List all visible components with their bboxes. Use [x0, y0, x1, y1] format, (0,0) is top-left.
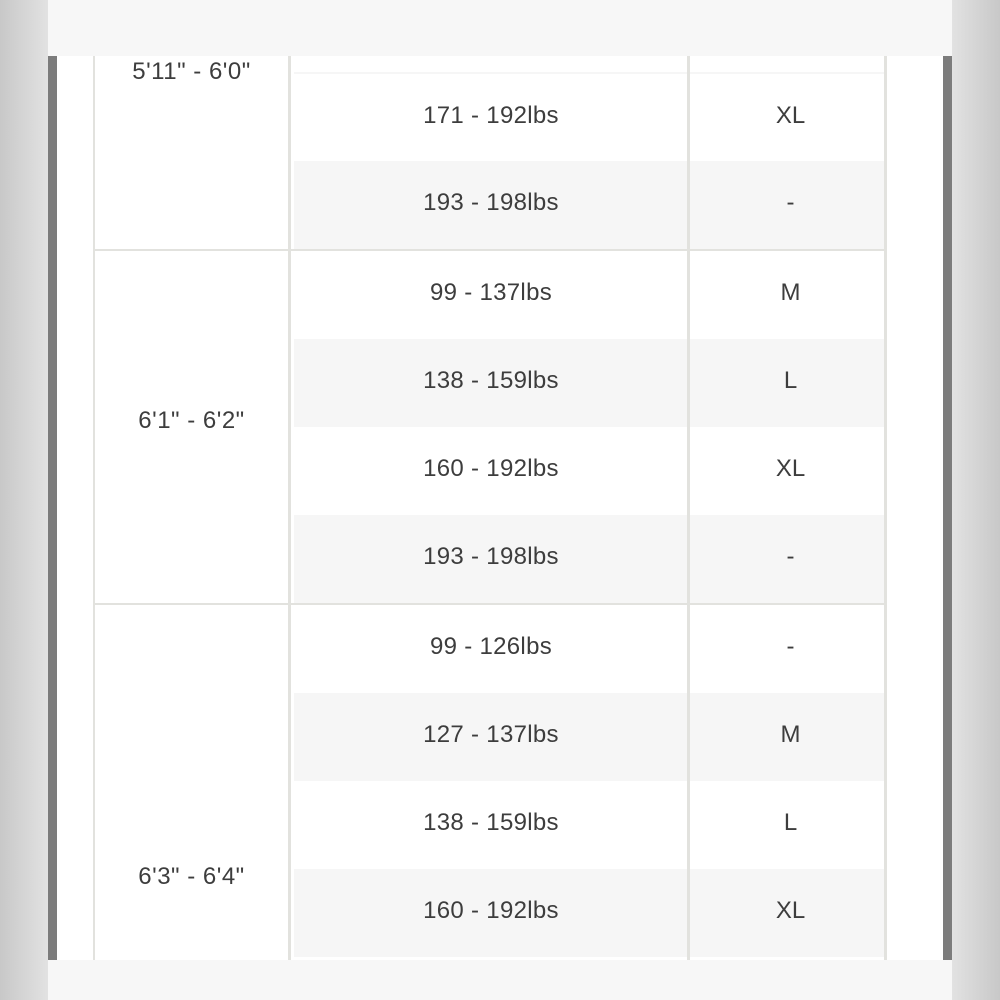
size-cell: L — [783, 809, 798, 836]
height-label: 6'3" - 6'4" — [138, 863, 245, 890]
weight-cell: 99 - 126lbs — [429, 633, 553, 660]
height-cell — [93, 605, 291, 960]
weight-cell: 99 - 137lbs — [429, 279, 553, 306]
left-border-bar — [48, 56, 57, 960]
height-label: 6'1" - 6'2" — [138, 407, 245, 434]
table-row — [294, 161, 887, 249]
table-row — [294, 339, 887, 427]
left-background — [0, 0, 48, 1000]
size-cell: - — [786, 543, 795, 570]
right-border-bar — [943, 56, 952, 960]
size-chart-table — [93, 56, 887, 960]
weight-cell: 160 - 192lbs — [423, 897, 559, 924]
size-cell: L — [783, 367, 798, 394]
weight-cell: 171 - 192lbs — [423, 102, 559, 129]
top-margin — [48, 0, 952, 56]
height-group — [93, 251, 887, 603]
weight-cell: 138 - 159lbs — [423, 809, 559, 836]
size-cell: M — [780, 721, 801, 748]
height-group — [93, 56, 887, 249]
size-cell — [694, 56, 887, 72]
size-cell: M — [780, 279, 801, 306]
bottom-margin — [48, 960, 952, 1000]
height-group — [93, 605, 887, 960]
column-divider — [884, 56, 887, 960]
height-cell — [93, 251, 291, 603]
column-divider — [687, 56, 690, 960]
size-cell: XL — [775, 455, 806, 482]
weight-cell — [294, 56, 688, 72]
table-row — [294, 251, 887, 339]
height-cell — [93, 56, 291, 249]
table-row — [294, 74, 887, 162]
weight-cell: 160 - 192lbs — [423, 455, 559, 482]
height-label: 5'11" - 6'0" — [132, 58, 251, 85]
weight-cell: 138 - 159lbs — [423, 367, 559, 394]
table-row — [294, 781, 887, 869]
table-row — [294, 515, 887, 603]
weight-cell: 193 - 198lbs — [423, 189, 559, 216]
table-row — [294, 605, 887, 693]
table-row — [294, 427, 887, 515]
weight-cell: 193 - 198lbs — [423, 543, 559, 570]
table-row — [294, 869, 887, 957]
size-cell: - — [786, 189, 795, 216]
column-divider — [288, 56, 291, 960]
table-row — [294, 56, 887, 72]
weight-cell: 127 - 137lbs — [423, 721, 559, 748]
table-row — [294, 693, 887, 781]
size-cell: - — [786, 633, 795, 660]
size-cell: XL — [775, 102, 806, 129]
size-cell: XL — [775, 897, 806, 924]
size-chart-screenshot — [48, 56, 952, 960]
right-background — [952, 0, 1000, 1000]
